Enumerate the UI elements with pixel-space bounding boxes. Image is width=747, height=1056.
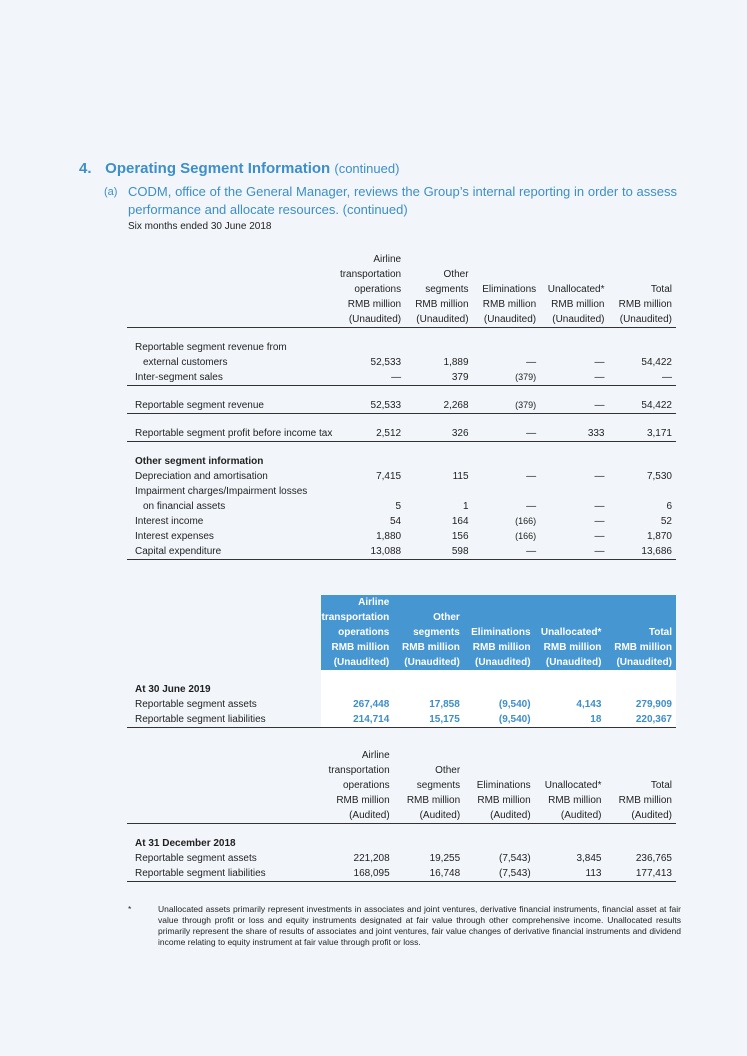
header-row (127, 625, 676, 640)
table-cell: — (526, 471, 537, 482)
table-cell (462, 763, 533, 778)
table-cell (392, 748, 462, 763)
table-cell: transportation (339, 269, 402, 280)
segment-table-2018 (127, 252, 676, 560)
spacer-row (127, 386, 676, 399)
table-cell: 17,858 (391, 697, 462, 712)
table-cell: 221,208 (353, 853, 390, 864)
table-cell (127, 748, 323, 763)
table-cell: Reportable segment profit before income tax (127, 426, 336, 442)
section-continued: (continued) (334, 161, 400, 176)
header-row (127, 655, 676, 670)
table-row (127, 484, 676, 499)
table-cell (127, 442, 676, 455)
table-row (127, 469, 676, 484)
table-cell: RMB million (462, 640, 533, 655)
table-cell (391, 595, 462, 610)
table-cell (127, 808, 323, 824)
table-cell (533, 610, 604, 625)
table-cell (533, 595, 604, 610)
table-cell: Capital expenditure (127, 544, 336, 560)
table-row (127, 697, 676, 712)
segment-table-dec-2018 (127, 748, 676, 882)
table-cell (127, 625, 321, 640)
table-cell (127, 824, 676, 837)
table-cell: Eliminations (482, 284, 537, 295)
table-cell: 6 (666, 501, 672, 512)
table-cell: Airline (321, 595, 391, 610)
spacer-row (127, 824, 676, 837)
table-row (127, 454, 676, 469)
table-cell: 326 (403, 426, 470, 442)
table-cell (607, 267, 677, 282)
table-cell: (Unaudited) (607, 312, 677, 328)
table-row (127, 426, 676, 442)
table-cell: Other segment information (135, 456, 264, 467)
table-cell: At 30 June 2019 (135, 684, 211, 695)
table-cell (127, 778, 323, 793)
table-cell (127, 595, 321, 610)
table-cell (607, 252, 677, 267)
table-cell: external customers (143, 357, 228, 368)
table-cell: segments (416, 780, 461, 791)
table-cell (127, 386, 676, 399)
table-cell (127, 282, 336, 297)
table-cell: — (526, 357, 537, 368)
table-cell: (166) (515, 516, 537, 526)
table-cell: Depreciation and amortisation (135, 471, 268, 482)
spacer-row (127, 414, 676, 427)
table-cell: — (471, 426, 539, 442)
header-row (127, 610, 676, 625)
table-cell (603, 595, 676, 610)
footnote-mark: * (128, 904, 132, 914)
section-number: 4. (79, 160, 92, 177)
table-cell: Reportable segment revenue (127, 398, 336, 414)
table-cell: — (594, 516, 605, 527)
header-row (127, 312, 676, 328)
table-row (127, 529, 676, 544)
table-cell: 1,870 (646, 531, 672, 542)
table-cell: 52,533 (336, 398, 403, 414)
table-cell: (Unaudited) (336, 312, 403, 328)
table-cell: Eliminations (476, 780, 531, 791)
table-cell (533, 748, 604, 763)
table-cell: 18 (533, 712, 604, 728)
table-cell: Interest expenses (135, 531, 214, 542)
table-cell (403, 252, 470, 267)
table-cell: (7,543) (499, 853, 531, 864)
table-cell: Airline (373, 254, 402, 265)
table-cell: (Unaudited) (391, 655, 462, 670)
header-row (127, 252, 676, 267)
table-cell: 7,415 (376, 471, 402, 482)
table-cell (471, 252, 539, 267)
table-cell: (9,540) (462, 712, 533, 728)
table-cell: Total (603, 625, 676, 640)
table-row (127, 370, 676, 386)
table-cell: 156 (451, 531, 469, 542)
table-cell (538, 267, 606, 282)
table-cell (336, 484, 676, 499)
table-cell: (Audited) (392, 808, 462, 824)
table-cell: 3,845 (576, 853, 602, 864)
footnote-text: Unallocated assets primarily represent investments in associates and joint ventures, derivative financial instruments, financial asset at fair value through profit or loss and equity instruments designated at fair value through other comprehensive income. Unallocated results primarily represent the share of results of associates and joint ventures, fair value changes of derivative financial instruments and dividend income relating to equity instrument at fair value through profit or loss. (158, 904, 681, 947)
table-cell: — (538, 398, 606, 414)
segment-table-2019 (127, 595, 676, 728)
table-cell: (Unaudited) (603, 655, 676, 670)
header-row (127, 763, 676, 778)
table-cell: (Audited) (323, 808, 391, 824)
table-cell (471, 267, 539, 282)
table-cell: RMB million (482, 299, 537, 310)
table-cell: (Unaudited) (462, 655, 533, 670)
subsection-text: CODM, office of the General Manager, reviews the Group’s internal reporting in order to assess performance and allocate resources. (continued) (128, 184, 677, 217)
table-cell: (9,540) (462, 697, 533, 712)
table-row (127, 499, 676, 514)
table-cell: 177,413 (603, 866, 676, 882)
table-cell: Other (443, 269, 469, 280)
table-cell: (Audited) (533, 808, 604, 824)
footnote (128, 904, 681, 948)
table-cell (127, 297, 336, 312)
table-cell: 1 (462, 501, 469, 512)
table-cell: RMB million (548, 795, 602, 806)
table-cell (127, 670, 321, 682)
table-cell: 54,422 (607, 398, 677, 414)
table-cell (127, 312, 336, 328)
table-cell: — (607, 370, 677, 386)
table-cell: (379) (471, 398, 539, 414)
table-cell: 16,748 (392, 866, 462, 882)
table-cell: Unallocated* (547, 284, 605, 295)
header-row (127, 267, 676, 282)
table-cell: 267,448 (321, 697, 391, 712)
table-cell: (Unaudited) (533, 655, 604, 670)
table-cell: RMB million (618, 299, 672, 310)
header-row (127, 297, 676, 312)
table-cell: 3,171 (607, 426, 677, 442)
table-cell (336, 454, 676, 469)
table-cell: 52,533 (370, 357, 402, 368)
table-cell: RMB million (391, 640, 462, 655)
table-cell: Total (650, 284, 672, 295)
table-cell: — (471, 544, 539, 560)
subsection (104, 183, 677, 219)
table-cell: — (594, 471, 605, 482)
table-cell: — (336, 370, 403, 386)
table-cell (603, 748, 676, 763)
table-cell: RMB million (618, 795, 672, 806)
table-cell: — (538, 370, 606, 386)
table-cell: 52 (660, 516, 672, 527)
table-cell: Eliminations (462, 625, 533, 640)
table-cell (538, 252, 606, 267)
header-row (127, 793, 676, 808)
table-cell: (Unaudited) (403, 312, 470, 328)
table-cell: segments (391, 625, 462, 640)
table-cell: on financial assets (143, 501, 226, 512)
table-cell (462, 595, 533, 610)
table-cell (127, 414, 676, 427)
table-cell: 279,909 (603, 697, 676, 712)
table-cell: Interest income (135, 516, 204, 527)
table-cell (462, 748, 533, 763)
table-cell: (379) (471, 370, 539, 386)
table-cell (127, 763, 323, 778)
table-cell (127, 267, 336, 282)
table-cell: Reportable segment liabilities (127, 866, 323, 882)
table-cell (127, 793, 323, 808)
table-cell: RMB million (415, 299, 469, 310)
table-cell: 2,512 (336, 426, 403, 442)
table-cell: operations (321, 625, 391, 640)
table-row (127, 851, 676, 866)
table-cell: Reportable segment assets (135, 699, 257, 710)
table-cell: — (594, 531, 605, 542)
table-cell (321, 670, 676, 682)
table-cell: (Unaudited) (321, 655, 391, 670)
table-cell: (7,543) (462, 866, 533, 882)
table-cell: 333 (538, 426, 606, 442)
table-cell: 115 (452, 471, 469, 482)
table-cell: 4,143 (533, 697, 604, 712)
header-row (127, 282, 676, 297)
table-cell: RMB million (551, 299, 605, 310)
table-cell: Unallocated* (533, 625, 604, 640)
table-row (127, 682, 676, 697)
table-cell: transportation (328, 765, 390, 776)
period-label: Six months ended 30 June 2018 (128, 221, 272, 232)
section-heading (79, 160, 399, 177)
table-row (127, 340, 676, 355)
table-cell: 598 (403, 544, 470, 560)
table-cell: RMB million (336, 795, 390, 806)
table-row (127, 398, 676, 414)
section-title: Operating Segment Information (105, 160, 331, 177)
table-cell (336, 340, 676, 355)
table-cell: 1,880 (376, 531, 402, 542)
table-cell: (Audited) (603, 808, 676, 824)
table-cell: segments (425, 284, 469, 295)
table-cell: Unallocated* (544, 780, 602, 791)
table-cell: 168,095 (323, 866, 391, 882)
table-cell: 15,175 (391, 712, 462, 728)
table-cell: 220,367 (603, 712, 676, 728)
table-row (127, 355, 676, 370)
table-cell: Inter-segment sales (127, 370, 336, 386)
header-row (127, 748, 676, 763)
header-row (127, 778, 676, 793)
table-cell: — (538, 544, 606, 560)
table-cell: RMB million (347, 299, 402, 310)
table-cell: Reportable segment revenue from (135, 342, 287, 353)
table-cell: — (594, 501, 605, 512)
table-cell: RMB million (477, 795, 531, 806)
spacer-row (127, 442, 676, 455)
table-cell: Reportable segment assets (135, 853, 257, 864)
table-cell: At 31 December 2018 (135, 838, 236, 849)
header-row (127, 595, 676, 610)
table-cell (127, 252, 336, 267)
table-cell: Other (391, 610, 462, 625)
table-cell: Other (435, 765, 461, 776)
table-cell: 7,530 (646, 471, 672, 482)
table-cell (127, 655, 321, 670)
table-cell: Impairment charges/Impairment losses (135, 486, 308, 497)
header-row (127, 640, 676, 655)
table-cell: RMB million (603, 640, 676, 655)
table-cell: 13,686 (607, 544, 677, 560)
header-row (127, 808, 676, 824)
table-cell: — (526, 501, 537, 512)
table-cell (323, 836, 676, 851)
table-cell: 113 (533, 866, 604, 882)
table-cell: 1,889 (443, 357, 469, 368)
table-cell: 236,765 (635, 853, 672, 864)
table-cell: 379 (403, 370, 470, 386)
spacer-row (127, 328, 676, 341)
table-cell: (Unaudited) (538, 312, 606, 328)
table-cell: 19,255 (429, 853, 461, 864)
table-cell: (Audited) (462, 808, 533, 824)
table-row (127, 712, 676, 728)
table-row (127, 836, 676, 851)
table-cell: 214,714 (321, 712, 391, 728)
table-cell: (166) (515, 531, 537, 541)
table-cell (127, 640, 321, 655)
table-cell: (Unaudited) (471, 312, 539, 328)
table-cell: operations (354, 284, 402, 295)
table-row (127, 866, 676, 882)
table-cell: operations (342, 780, 390, 791)
table-cell: RMB million (406, 795, 461, 806)
table-cell: Total (650, 780, 672, 791)
table-cell (603, 610, 676, 625)
table-cell (603, 763, 676, 778)
table-cell (321, 682, 676, 697)
table-cell: — (594, 357, 605, 368)
table-row (127, 544, 676, 560)
table-cell: 2,268 (403, 398, 470, 414)
table-cell: 164 (451, 516, 469, 527)
table-cell: Reportable segment liabilities (127, 712, 321, 728)
table-cell: 13,088 (336, 544, 403, 560)
table-cell: 5 (395, 501, 402, 512)
spacer-row (127, 670, 676, 682)
table-cell: RMB million (533, 640, 604, 655)
table-cell: 54,422 (641, 357, 672, 368)
table-cell: transportation (321, 612, 390, 623)
subsection-label: (a) (104, 186, 118, 198)
table-cell: Airline (361, 750, 390, 761)
table-cell (127, 328, 676, 341)
table-cell: 54 (389, 516, 402, 527)
table-cell (533, 763, 604, 778)
table-cell: RMB million (321, 640, 391, 655)
table-cell (462, 610, 533, 625)
table-row (127, 514, 676, 529)
table-cell (127, 610, 321, 625)
